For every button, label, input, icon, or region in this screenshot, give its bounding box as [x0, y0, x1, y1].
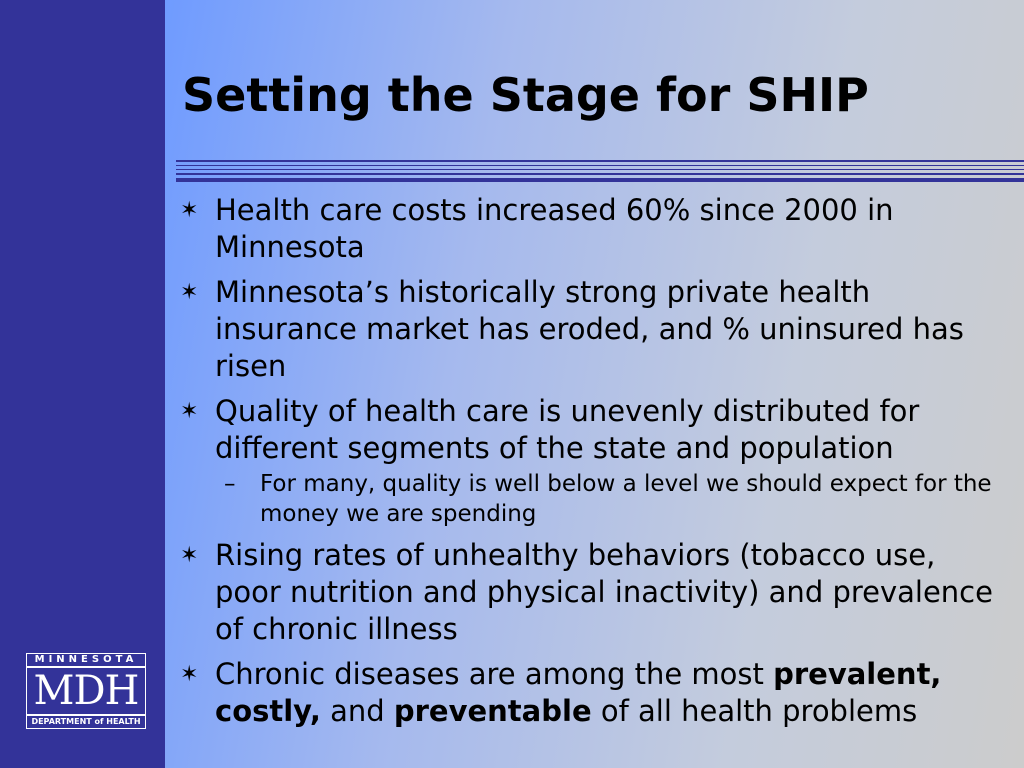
bullet-text: Health care costs increased 60% since 2000 in Minnesota: [215, 193, 894, 264]
sub-bullet-text: For many, quality is well below a level we should expect for the money we are spending: [260, 471, 992, 527]
bullet-text: Chronic diseases are among the most prevalent, costly, and preventable of all health problems: [215, 657, 942, 728]
bold-emphasis: preventable: [393, 694, 592, 728]
bullet-text: Minnesota’s historically strong private health insurance market has eroded, and % uninsured has risen: [215, 275, 964, 383]
logo-bottom-text: DEPARTMENT of HEALTH: [31, 717, 141, 726]
star-bullet-icon: ✶: [180, 662, 199, 687]
star-bullet-icon: ✶: [180, 399, 199, 424]
bullet-item: [178, 274, 1008, 385]
logo-top-text: MINNESOTA: [34, 654, 138, 665]
bullet-item: [178, 656, 1008, 730]
bullet-item: [178, 192, 1008, 266]
dash-bullet-icon: –: [224, 471, 236, 497]
bullet-item: [178, 537, 1008, 648]
star-bullet-icon: ✶: [180, 543, 199, 568]
title-underline: [176, 160, 1024, 186]
bullet-text: Rising rates of unhealthy behaviors (tobacco use, poor nutrition and physical inactivity) and prevalence of chronic illness: [215, 538, 993, 646]
bold-emphasis: prevalent, costly,: [215, 657, 942, 728]
bullet-item: [178, 393, 1008, 467]
mdh-logo: [26, 653, 146, 729]
logo-main-text: MDH: [33, 668, 139, 714]
slide-title: Setting the Stage for SHIP: [182, 68, 869, 122]
bullet-text: Quality of health care is unevenly distributed for different segments of the state and population: [215, 394, 920, 465]
star-bullet-icon: ✶: [180, 198, 199, 223]
star-bullet-icon: ✶: [180, 280, 199, 305]
bullet-list: [178, 192, 1008, 738]
sub-bullet-item: [224, 469, 1008, 529]
